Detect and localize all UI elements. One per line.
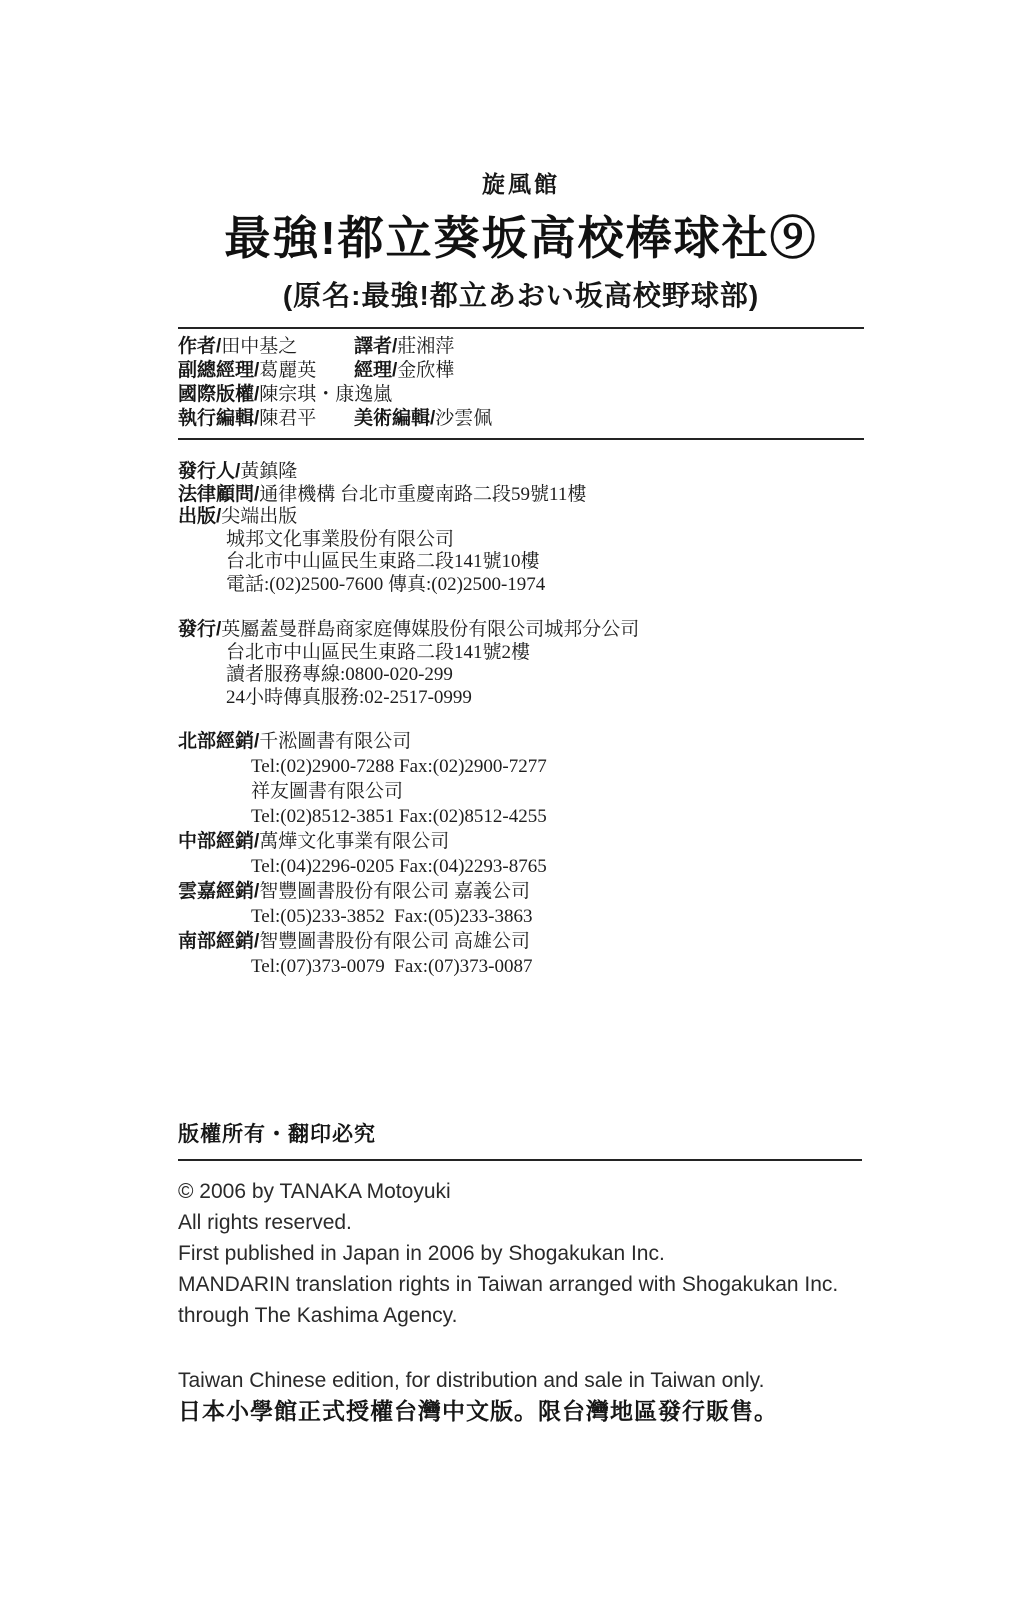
publisher-block	[178, 461, 864, 596]
copyright-line: First published in Japan in 2006 by Shogakukan Inc.	[178, 1242, 665, 1265]
field-label: 中部經銷/	[178, 831, 260, 852]
imprint-name: 旋風館	[482, 171, 560, 197]
masthead	[178, 166, 864, 979]
credit-row-author-translator	[178, 335, 864, 359]
field-label: 出版/	[178, 506, 222, 527]
credit-row-managers	[178, 359, 864, 383]
taiwan-edition-notice-zh: 日本小學館正式授權台灣中文版。限台灣地區發行販售。	[178, 1398, 778, 1424]
person-name: 金欣樺	[397, 360, 455, 381]
publisher-company-line: 城邦文化事業股份有限公司	[226, 528, 455, 550]
distribution-address-line: 台北市中山區民生東路二段141號2樓	[226, 641, 531, 663]
south-distributor-tel: Tel:(07)373-0079 Fax:(07)373-0087	[251, 956, 533, 977]
fax-service-line: 24小時傳真服務:02-2517-0999	[226, 686, 472, 708]
role-label: 國際版權/	[178, 384, 260, 405]
role-label: 副總經理/	[178, 360, 260, 381]
credits-block	[178, 335, 864, 431]
distribution-block	[178, 619, 864, 709]
field-label: 南部經銷/	[178, 931, 260, 952]
taiwan-edition-block	[178, 1366, 886, 1426]
person-name: 葛麗英	[259, 360, 317, 381]
book-title: 最強!都立葵坂高校棒球社⑨	[224, 212, 818, 264]
credit-executive-editor	[178, 407, 354, 431]
credit-intl-rights	[178, 384, 392, 405]
role-label: 經理/	[354, 360, 398, 381]
person-name: 莊湘萍	[397, 336, 455, 357]
field-label: 北部經銷/	[178, 731, 260, 752]
north-distributor-2-tel: Tel:(02)8512-3851 Fax:(02)8512-4255	[251, 806, 547, 827]
north-distributor-line: 北部經銷/千淞圖書有限公司	[178, 731, 412, 752]
field-label: 雲嘉經銷/	[178, 881, 260, 902]
person-name: 田中基之	[221, 336, 298, 357]
taiwan-edition-notice-en: Taiwan Chinese edition, for distribution and sale in Taiwan only.	[178, 1369, 765, 1392]
credit-row-intl-rights	[178, 383, 864, 407]
credit-deputy-gm	[178, 359, 354, 383]
copyright-line: All rights reserved.	[178, 1211, 352, 1234]
central-distributor-line: 中部經銷/萬燁文化事業有限公司	[178, 831, 450, 852]
credit-translator	[354, 336, 454, 357]
north-distributor-2: 祥友圖書有限公司	[251, 781, 404, 802]
credit-art-editor	[354, 408, 492, 429]
copyright-line: through The Kashima Agency.	[178, 1304, 458, 1327]
rights-notice: 版權所有・翻印必究	[178, 1123, 376, 1146]
copyright-line: © 2006 by TANAKA Motoyuki	[178, 1180, 451, 1203]
field-label: 發行人/	[178, 461, 241, 482]
credit-row-editors	[178, 407, 864, 431]
divider-credits	[178, 438, 864, 440]
person-name: 沙雲佩	[435, 408, 493, 429]
credit-manager	[354, 360, 454, 381]
role-label: 美術編輯/	[354, 408, 436, 429]
legal-advisor-line: 法律顧問/通律機構 台北市重慶南路二段59號11樓	[178, 483, 587, 505]
credit-author	[178, 335, 354, 359]
field-label: 發行/	[178, 619, 222, 640]
role-label: 執行編輯/	[178, 408, 260, 429]
copyright-line: MANDARIN translation rights in Taiwan arranged with Shogakukan Inc.	[178, 1273, 839, 1296]
publisher-line: 發行人/黃鎮隆	[178, 461, 298, 482]
publisher-phone-line: 電話:(02)2500-7600 傳真:(02)2500-1974	[226, 573, 546, 595]
south-distributor-line: 南部經銷/智豐圖書股份有限公司 高雄公司	[178, 931, 531, 952]
reader-service-line: 讀者服務專線:0800-020-299	[226, 664, 453, 685]
role-label: 譯者/	[354, 336, 398, 357]
divider-legal	[178, 1159, 862, 1161]
distribution-company-line: 發行/英屬蓋曼群島商家庭傳媒股份有限公司城邦分公司	[178, 619, 640, 640]
person-name: 陳君平	[259, 408, 317, 429]
original-title: (原名:最強!都立あおい坂高校野球部)	[282, 280, 760, 311]
person-name: 陳宗琪・康逸嵐	[259, 384, 393, 405]
divider-top	[178, 327, 864, 329]
yunjia-distributor-tel: Tel:(05)233-3852 Fax:(05)233-3863	[251, 906, 533, 927]
central-distributor-tel: Tel:(04)2296-0205 Fax:(04)2293-8765	[251, 856, 547, 877]
publisher-address-line: 台北市中山區民生東路二段141號10樓	[226, 551, 540, 572]
field-label: 法律顧問/	[178, 483, 260, 505]
north-distributor-tel: Tel:(02)2900-7288 Fax:(02)2900-7277	[251, 756, 547, 777]
yunjia-distributor-line: 雲嘉經銷/智豐圖書股份有限公司 嘉義公司	[178, 881, 531, 902]
copyright-block	[178, 1176, 886, 1331]
publishing-house-line: 出版/尖端出版	[178, 506, 298, 527]
distributors-block	[178, 729, 864, 979]
role-label: 作者/	[178, 336, 222, 357]
legal-section	[178, 1118, 886, 1426]
